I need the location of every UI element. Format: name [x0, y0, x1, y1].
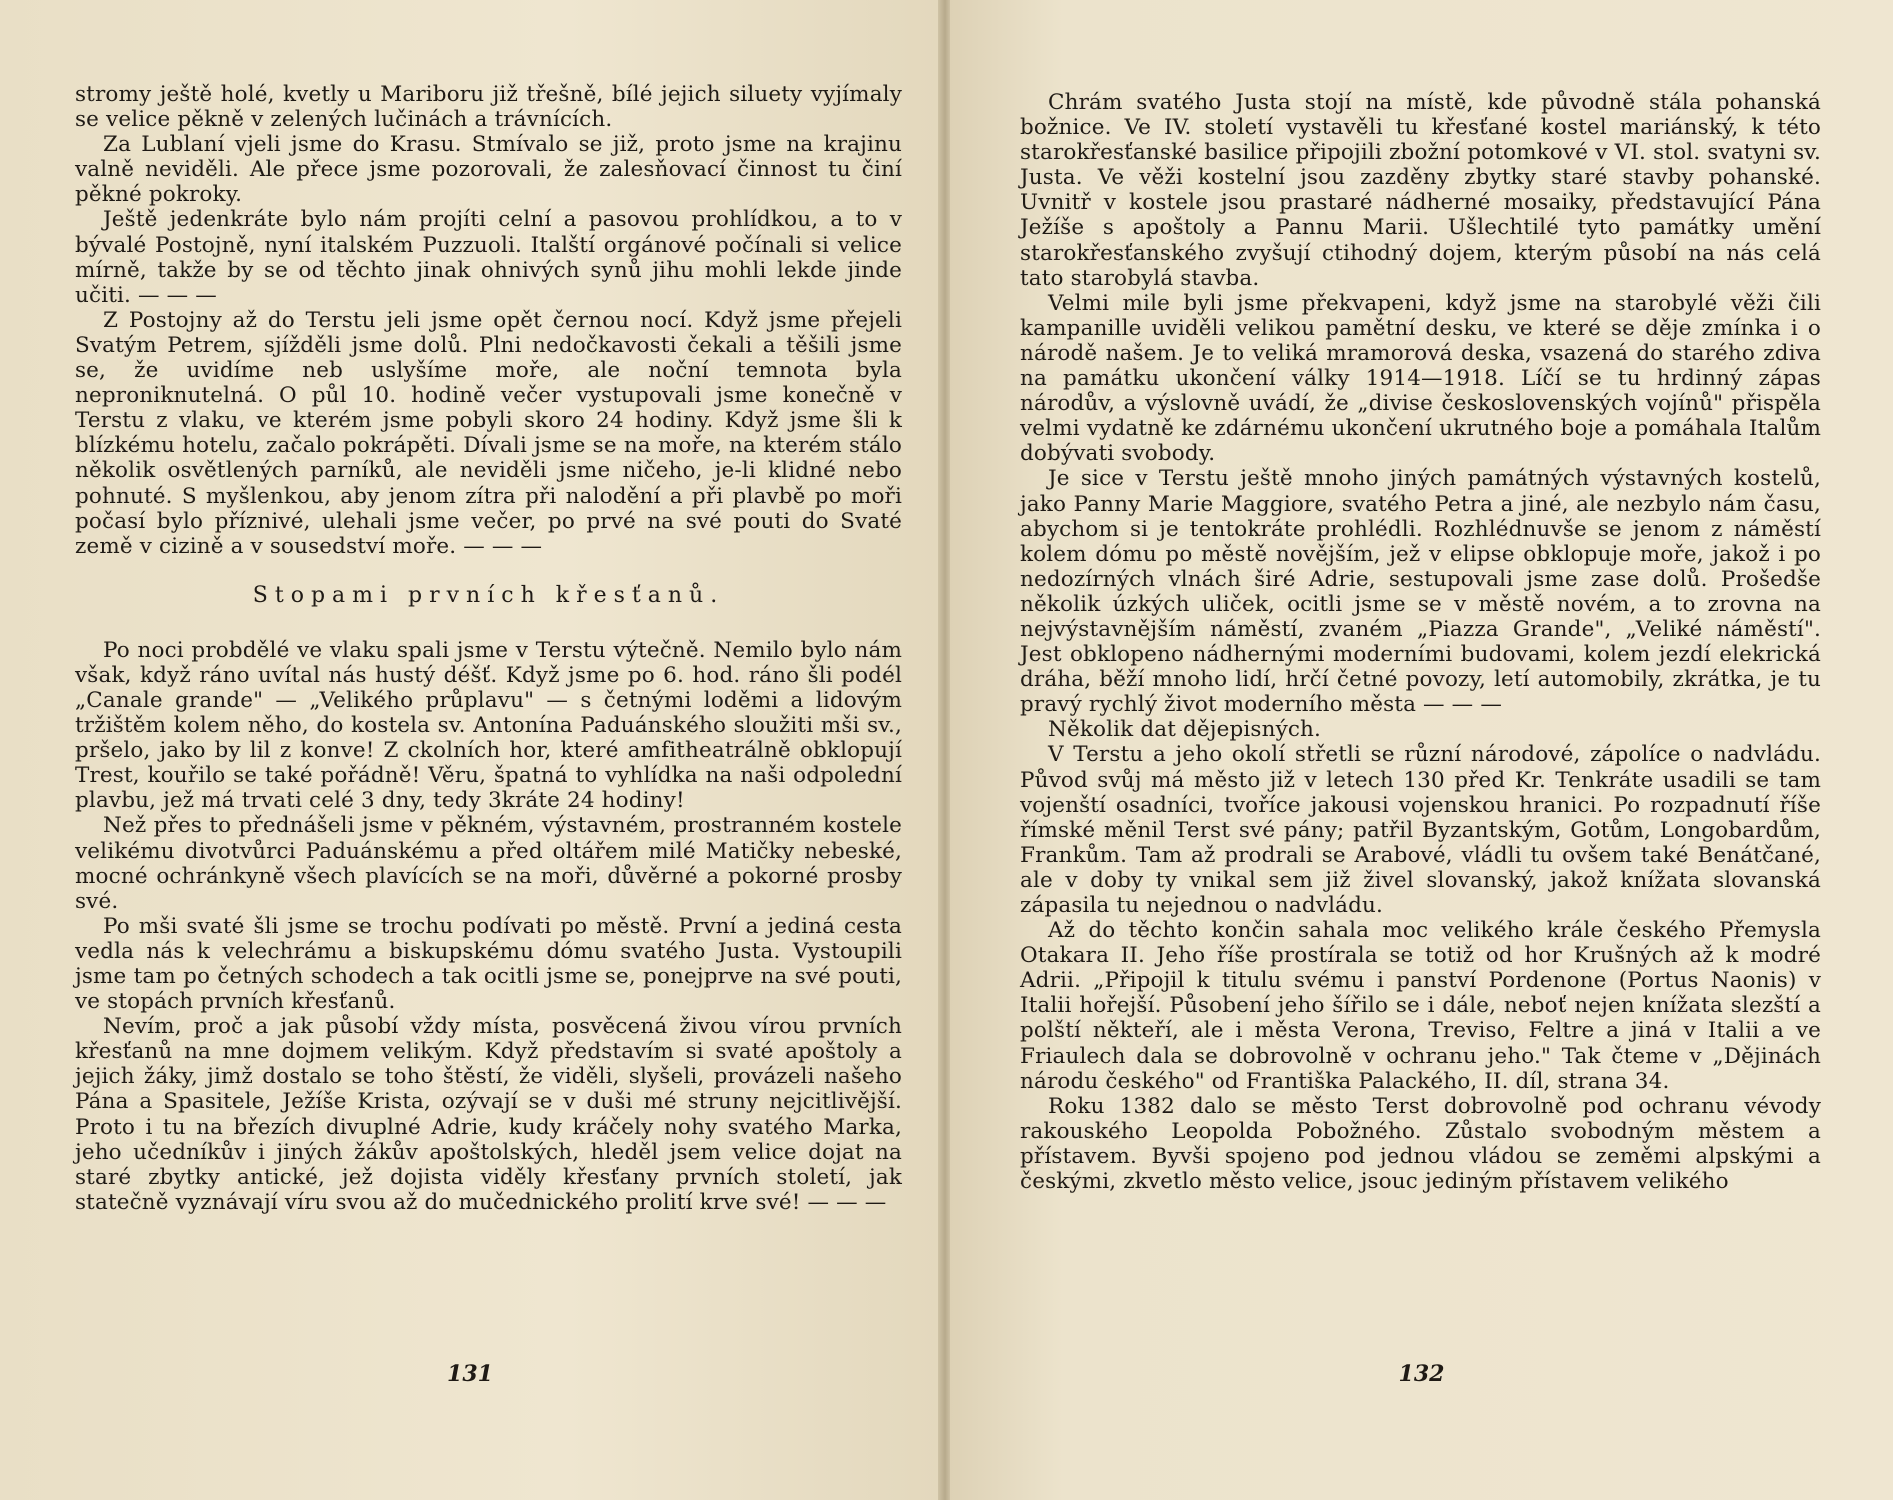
- paragraph: Za Lublaní vjeli jsme do Krasu. Stmívalo se již, proto jsme na krajinu valně neviděli. Ale přece jsme pozorovali, že zalesňovací činnost tu činí pěkné pokroky.: [75, 132, 902, 208]
- paragraph: Je sice v Terstu ještě mnoho jiných památných výstavných kostelů, jako Panny Marie Maggiore, svatého Petra a jiné, ale nezbylo nám času, abychom si je tentokráte prohlédli. Rozhlédnuvše se jenom z náměstí kolem dómu po městě novějším, jež v elipse obklopuje moře, jakož i po nedozírných vlnách širé Adrie, sestupovali jsme zase dolů. Prošedše několik úzkých uliček, ocitli jsme se v městě novém, a to zrovna na nejvýstavnějším náměstí, zvaném „Piazza Grande", „Veliké náměstí". Jest obklopeno nádhernými moderními budovami, kolem jezdí elekrická dráha, běží mnoho lidí, hrčí četné povozy, letí automobily, zkrátka, je tu pravý rychlý život moderního města — — —: [1020, 466, 1821, 718]
- paragraph: V Terstu a jeho okolí střetli se různí národové, zápolíce o nadvládu. Původ svůj má město již v letech 130 před Kr. Tenkráte usadili se tam vojenští osadníci, tvoříce jakousi vojenskou hranici. Po rozpadnutí říše římské měnil Terst své pány; patřil Byzantským, Gotům, Longobardům, Frankům. Tam až prodrali se Arabové, vládli tu ovšem také Benátčané, ale v doby ty vnikal sem již živel slovanský, jakož knížata slovanská zápasila tu nejednou o nadvládu.: [1020, 742, 1821, 918]
- page-number-right: 132: [1398, 1361, 1445, 1387]
- paragraph: Roku 1382 dalo se město Terst dobrovolně pod ochranu vévody rakouského Leopolda Pobožného. Zůstalo svobodným městem a přístavem. Byvši spojeno pod jednou vládou se zeměmi alpskými a českými, zkvetlo město velice, jsouc jediným přístavem velikého: [1020, 1093, 1821, 1195]
- paragraph: Než přes to přednášeli jsme v pěkném, výstavném, prostranném kostele velikému divotvůrci Paduánskému a před oltářem milé Matičky nebeské, mocné ochránkyně všech plavících se na moři, důvěrné a pokorné prosby své.: [75, 813, 902, 914]
- left-page-text: [75, 82, 902, 1215]
- paragraph: Po noci probdělé ve vlaku spali jsme v Terstu výtečně. Nemilo bylo nám však, když ráno uvítal nás hustý déšť. Když jsme po 6. hod. ráno šli podél „Canale grande" — „Velikého průplavu" — s četnými loděmi a lidovým tržištěm kolem něho, do kostela sv. Antonína Paduánského sloužiti mši sv., pršelo, jako by lil z konve! Z ckolních hor, které amfitheatrálně obklopují Trest, kouřilo se také pořádně! Věru, špatná to vyhlídka na naši odpolední plavbu, jež má trvati celé 3 dny, tedy 3kráte 24 hodiny!: [75, 637, 902, 814]
- paragraph: Chrám svatého Justa stojí na místě, kde původně stála pohanská božnice. Ve IV. století vystavěli tu křesťané kostel mariánský, k této starokřesťanské basilice připojili zbožní potomkové v VI. stol. svatyni sv. Justa. Ve věži kostelní jsou zazděny zbytky staré stavby pohanské. Uvnitř v kostele jsou prastaré nádherné mosaiky, představující Pána Ježíše s apoštoly a Pannu Marii. Ušlechtilé tyto památky umění starokřesťanského zvyšují ctihodný dojem, kterým působí na nás celá tato starobylá stavba.: [1020, 90, 1821, 291]
- right-page: [950, 0, 1893, 1500]
- paragraph: Po mši svaté šli jsme se trochu podívati po městě. První a jediná cesta vedla nás k velechrámu a biskupskému dómu svatého Justa. Vystoupili jsme tam po četných schodech a tak ocitli jsme se, ponejprve na své pouti, ve stopách prvních křesťanů.: [75, 913, 902, 1015]
- paragraph: Ještě jedenkráte bylo nám projíti celní a pasovou prohlídkou, a to v bývalé Postojně, nyní italském Puzzuoli. Italští orgánové počínali si velice mírně, takže by se od těchto jinak ohnivých synů jihu mohli lekde jinde učiti. — — —: [75, 207, 902, 308]
- right-page-text: [1020, 90, 1821, 1194]
- left-page: [0, 0, 940, 1500]
- paragraph: Velmi mile byli jsme překvapeni, když jsme na starobylé věži čili kampanille uviděli velikou pamětní desku, ve které se děje zmínka i o národě našem. Je to veliká mramorová deska, vsazená do starého zdiva na památku ukončení války 1914—1918. Líčí se tu hrdinný zápas národův, a výslovně uvádí, že „divise československých vojínů" přispěla velmi vydatně ke zdárnému ukončení ukrutného boje a pomáhala Italům dobývati svobody.: [1020, 290, 1821, 467]
- paragraph: stromy ještě holé, kvetly u Mariboru již třešně, bílé jejich siluety vyjímaly se velice pěkně v zelených lučinách a trávnících.: [75, 82, 902, 133]
- paragraph: Nevím, proč a jak působí vždy místa, posvěcená živou vírou prvních křesťanů na mne dojmem velikým. Když představím si svaté apoštoly a jejich žáky, jimž dostalo se toho štěstí, že viděli, slyšeli, provázeli našeho Pána a Spasitele, Ježíše Krista, ozývají se v duši mé struny nejcitlivější. Proto i tu na březích divuplné Adrie, kudy kráčely nohy svatého Marka, jeho učedníkův i jiných žákův apoštolských, hleděl jsem velice dojat na staré zbytky antické, jež dojista viděly křesťany prvních století, jak statečně vyznávají víru svou až do mučednického prolití krve své! — — —: [75, 1014, 902, 1215]
- chapter-heading: Stopami prvních křesťanů.: [252, 582, 725, 608]
- paragraph: Z Postojny až do Terstu jeli jsme opět černou nocí. Když jsme přejeli Svatým Petrem, sjížděli jsme dolů. Plni nedočkavosti čekali a těšili jsme se, že uvidíme neb uslyšíme moře, ale noční temnota byla neproniknutelná. O půl 10. hodině večer vystupovali jsme konečně v Terstu z vlaku, ve kterém jsme pobyli skoro 24 hodiny. Když jsme šli k blízkému hotelu, začalo pokrápěti. Dívali jsme se na moře, na kterém stálo několik osvětlených parníků, ale neviděli jsme ničeho, je-li klidné nebo pohnuté. S myšlenkou, aby jenom zítra při nalodění a při plavbě po moři počasí bylo příznivé, ulehali jsme večer, po prvé na své pouti do Svaté země v cizině a v sousedství moře. — — —: [75, 307, 902, 559]
- page-number-left: 131: [447, 1361, 493, 1387]
- paragraph: Několik dat dějepisných.: [1048, 717, 1322, 743]
- paragraph: Až do těchto končin sahala moc velikého krále českého Přemysla Otakara II. Jeho říše prostírala se totiž od hor Krušných až k modré Adrii. „Připojil k titulu svému i panství Pordenone (Portus Naonis) v Italii hořejší. Působení jeho šířilo se i dále, neboť nejen knížata slezští a polští někteří, ale i města Verona, Treviso, Feltre a jiná v Italii a ve Friaulech dala se dobrovolně v ochranu jeho." Tak čteme v „Dějinách národu českého" od Františka Palackého, II. díl, strana 34.: [1020, 918, 1821, 1094]
